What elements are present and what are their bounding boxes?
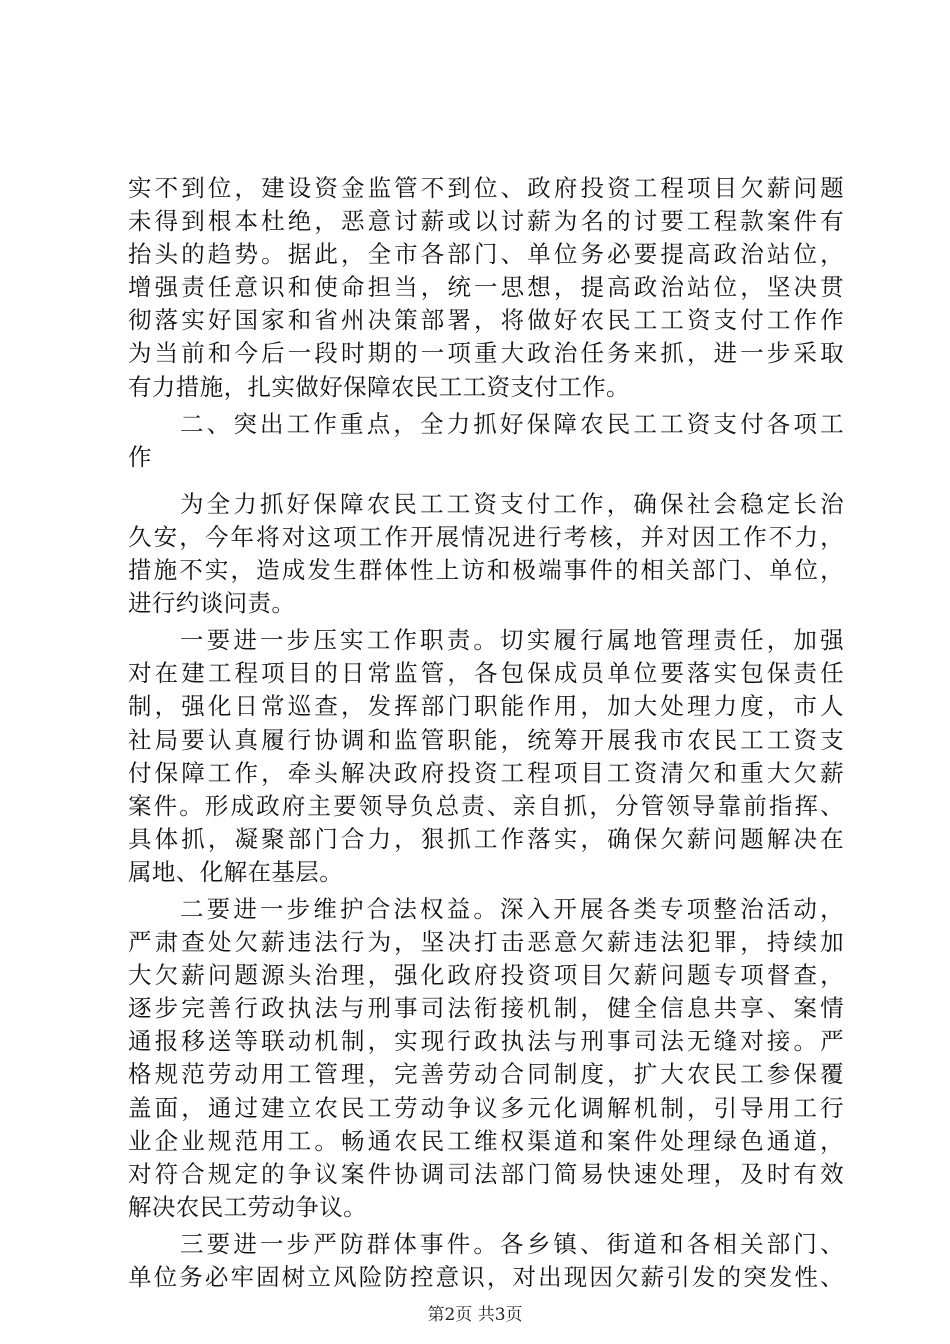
heading-line: 作 — [128, 442, 152, 471]
paragraph-5 — [128, 1228, 844, 1294]
text-line: 三要进一步严防群体事件。各乡镇、街道和各相关部门、 — [180, 1229, 844, 1258]
text-line: 制，强化日常巡查，发挥部门职能作用，加大处理力度，市人 — [128, 692, 844, 721]
text-line: 案件。形成政府主要领导负总责、亲自抓，分管领导靠前指挥、 — [128, 791, 844, 820]
text-line: 为全力抓好保障农民工工资支付工作，确保社会稳定长治 — [180, 489, 844, 518]
text-line: 格规范劳动用工管理，完善劳动合同制度，扩大农民工参保覆 — [128, 1060, 844, 1089]
text-line: 为当前和今后一段时期的一项重大政治任务来抓，进一步采取 — [128, 339, 844, 368]
text-line: 通报移送等联动机制，实现行政执法与刑事司法无缝对接。严 — [128, 1027, 844, 1056]
text-line: 对在建工程项目的日常监管，各包保成员单位要落实包保责任 — [128, 659, 844, 688]
text-line: 解决农民工劳动争议。 — [128, 1192, 367, 1221]
text-line: 具体抓，凝聚部门合力，狠抓工作落实，确保欠薪问题解决在 — [128, 824, 844, 853]
text-line: 业企业规范用工。畅通农民工维权渠道和案件处理绿色通道， — [128, 1126, 844, 1155]
text-line: 实不到位，建设资金监管不到位、政府投资工程项目欠薪问题 — [128, 174, 844, 202]
text-line: 大欠薪问题源头治理，强化政府投资项目欠薪问题专项督查， — [128, 961, 844, 990]
paragraph-2 — [128, 488, 844, 620]
text-line: 彻落实好国家和省州决策部署，将做好农民工工资支付工作作 — [128, 306, 844, 335]
text-line: 抬头的趋势。据此，全市各部门、单位务必要提高政治站位， — [128, 240, 844, 269]
text-line: 属地、化解在基层。 — [128, 857, 344, 886]
text-line: 单位务必牢固树立风险防控意识，对出现因欠薪引发的突发性、 — [128, 1263, 844, 1291]
text-line: 措施不实，造成发生群体性上访和极端事件的相关部门、单位， — [128, 556, 844, 585]
text-line: 对符合规定的争议案件协调司法部门简易快速处理，及时有效 — [128, 1159, 844, 1188]
text-line: 盖面，通过建立农民工劳动争议多元化调解机制，引导用工行 — [128, 1093, 844, 1122]
page-number-footer: 第2页 共3页 — [427, 1305, 523, 1325]
paragraph-3 — [128, 624, 844, 889]
text-line: 逐步完善行政执法与刑事司法衔接机制，健全信息共享、案情 — [128, 994, 844, 1023]
document-body — [128, 172, 844, 1294]
text-line: 进行约谈问责。 — [128, 589, 296, 618]
paragraph-1 — [128, 172, 844, 404]
section-heading — [128, 408, 844, 474]
text-line: 付保障工作，牵头解决政府投资工程项目工资清欠和重大欠薪 — [128, 758, 844, 787]
text-line: 严肃查处欠薪违法行为，坚决打击恶意欠薪违法犯罪，持续加 — [128, 928, 844, 957]
text-line: 社局要认真履行协调和监管职能，统筹开展我市农民工工资支 — [128, 725, 844, 754]
text-line: 久安，今年将对这项工作开展情况进行考核，并对因工作不力， — [128, 522, 844, 551]
text-line: 二要进一步维护合法权益。深入开展各类专项整治活动， — [180, 894, 844, 923]
text-line: 有力措施，扎实做好保障农民工工资支付工作。 — [128, 372, 630, 401]
paragraph-4 — [128, 893, 844, 1224]
text-line: 增强责任意识和使命担当，统一思想，提高政治站位，坚决贯 — [128, 273, 844, 302]
text-line: 一要进一步压实工作职责。切实履行属地管理责任，加强 — [180, 626, 844, 655]
heading-line: 二、突出工作重点，全力抓好保障农民工工资支付各项工 — [180, 409, 844, 438]
text-line: 未得到根本杜绝，恶意讨薪或以讨薪为名的讨要工程款案件有 — [128, 207, 844, 236]
